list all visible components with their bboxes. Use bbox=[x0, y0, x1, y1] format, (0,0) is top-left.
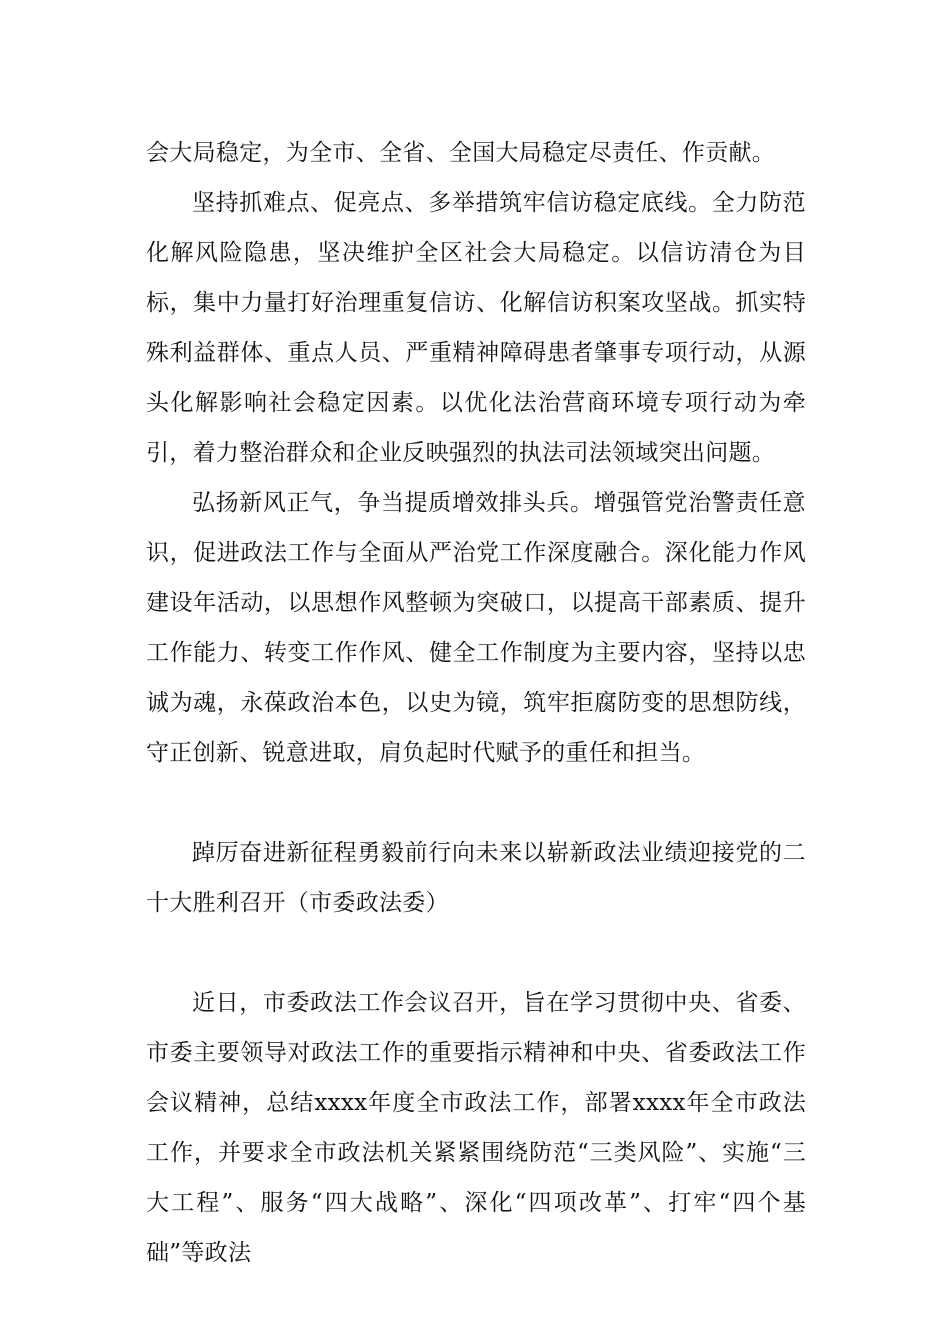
paragraph-continuation: 会大局稳定，为全市、全省、全国大局稳定尽责任、作贡献。 bbox=[146, 140, 776, 166]
paragraph-new-style: 弘扬新风正气，争当提质增效排头兵。增强管党治警责任意识，促进政法工作与全面从严治党工作深度融合。深化能力作风建设年活动，以思想作风整顿为突破口，以提高干部素质、提升工作能力、转变工作作风、健全工作制度为主要内容，坚持以忠诚为魂，永葆政治本色，以史为镜，筑牢拒腐防变的思想防线，守正创新、锐意进取，肩负起时代赋予的重任和担当。 bbox=[146, 490, 806, 766]
article-title: 踔厉奋进新征程勇毅前行向未来以崭新政法业绩迎接党的二十大胜利召开（市委政法委） bbox=[146, 840, 806, 916]
paragraph-petition-stability: 坚持抓难点、促亮点、多举措筑牢信访稳定底线。全力防范化解风险隐患，坚决维护全区社会大局稳定。以信访清仓为目标，集中力量打好治理重复信访、化解信访积案攻坚战。抓实特殊利益群体、重点人员、严重精神障碍患者肇事专项行动，从源头化解影响社会稳定因素。以优化法治营商环境专项行动为牵引，着力整治群众和企业反映强烈的执法司法领域突出问题。 bbox=[146, 190, 806, 466]
article-body-paragraph: 近日，市委政法工作会议召开，旨在学习贯彻中央、省委、市委主要领导对政法工作的重要指示精神和中央、省委政法工作会议精神，总结xxxx年度全市政法工作，部署xxxx年全市政法工作，并要求全市政法机关紧紧围绕防范“三类风险”、实施“三大工程”、服务“四大战略”、深化“四项改革”、打牢“四个基础”等政法 bbox=[146, 990, 806, 1266]
document-page bbox=[146, 128, 806, 1278]
